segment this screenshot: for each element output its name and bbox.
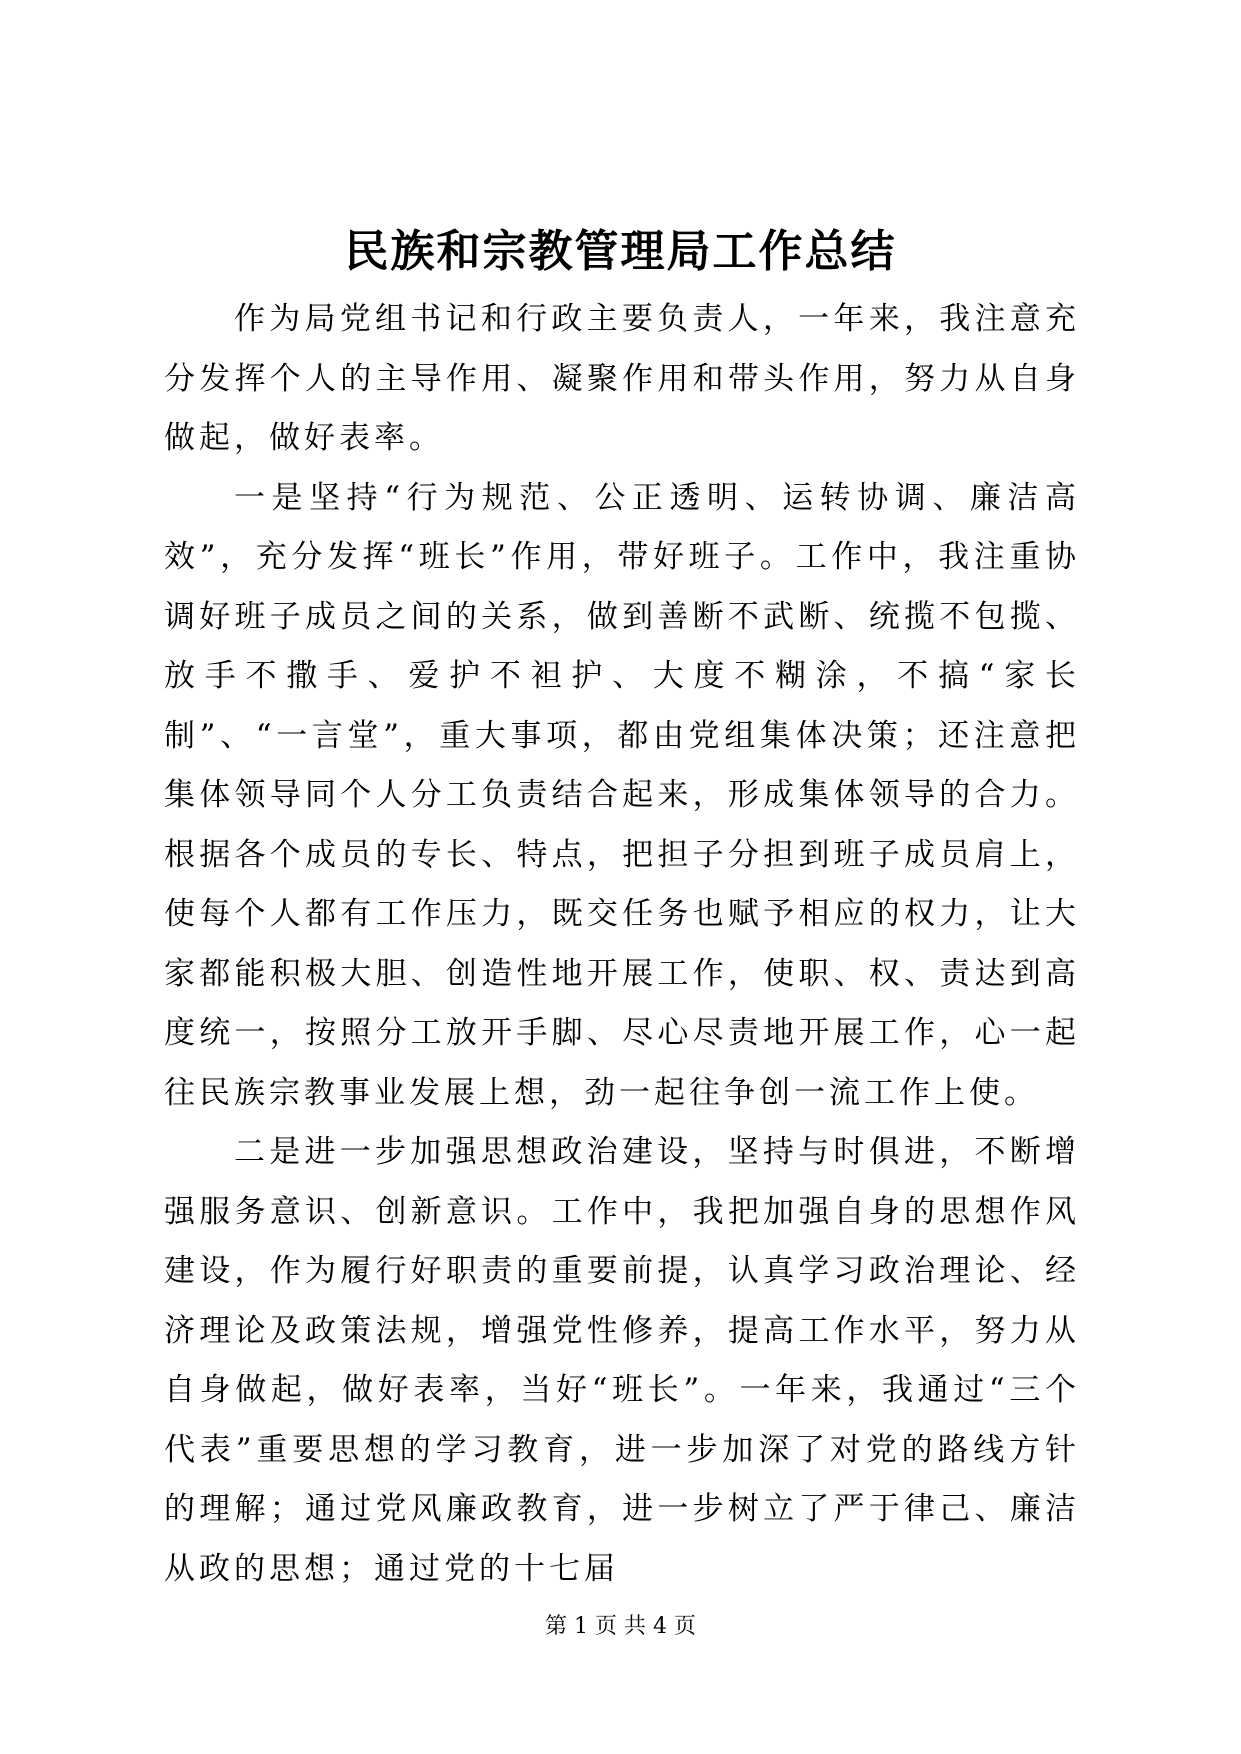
paragraph-point-two: 二是进一步加强思想政治建设，坚持与时俱进，不断增强服务意识、创新意识。工作中，我把加强自身的思想作风建设，作为履行好职责的重要前提，认真学习政治理论、经济理论及政策法规，增强党性修养，提高工作水平，努力从自身做起，做好表率，当好“班长”。一年来，我通过“三个代表”重要思想的学习教育，进一步加深了对党的路线方针的理解；通过党风廉政教育，进一步树立了严于律己、廉洁从政的思想；通过党的十七届 [164,1134,1080,1587]
document-title: 民族和宗教管理局工作总结 [344,226,897,277]
paragraph-intro: 作为局党组书记和行政主要负责人，一年来，我注意充分发挥个人的主导作用、凝聚作用和带头作用，努力从自身做起，做好表率。 [164,301,1080,456]
document-body [164,290,1080,1599]
paragraph-point-one: 一是坚持“行为规范、公正透明、运转协调、廉洁高效”，充分发挥“班长”作用，带好班子。工作中，我注重协调好班子成员之间的关系，做到善断不武断、统揽不包揽、放手不撒手、爱护不袒护、大度不糊涂，不搞“家长制”、“一言堂”，重大事项，都由党组集体决策；还注意把集体领导同个人分工负责结合起来，形成集体领导的合力。根据各个成员的专长、特点，把担子分担到班子成员肩上，使每个人都有工作压力，既交任务也赋予相应的权力，让大家都能积极大胆、创造性地开展工作，使职、权、责达到高度统一，按照分工放开手脚、尽心尽责地开展工作，心一起往民族宗教事业发展上想，劲一起往争创一流工作上使。 [164,479,1080,1111]
page-number-footer: 第 1 页 共 4 页 [545,1614,696,1639]
